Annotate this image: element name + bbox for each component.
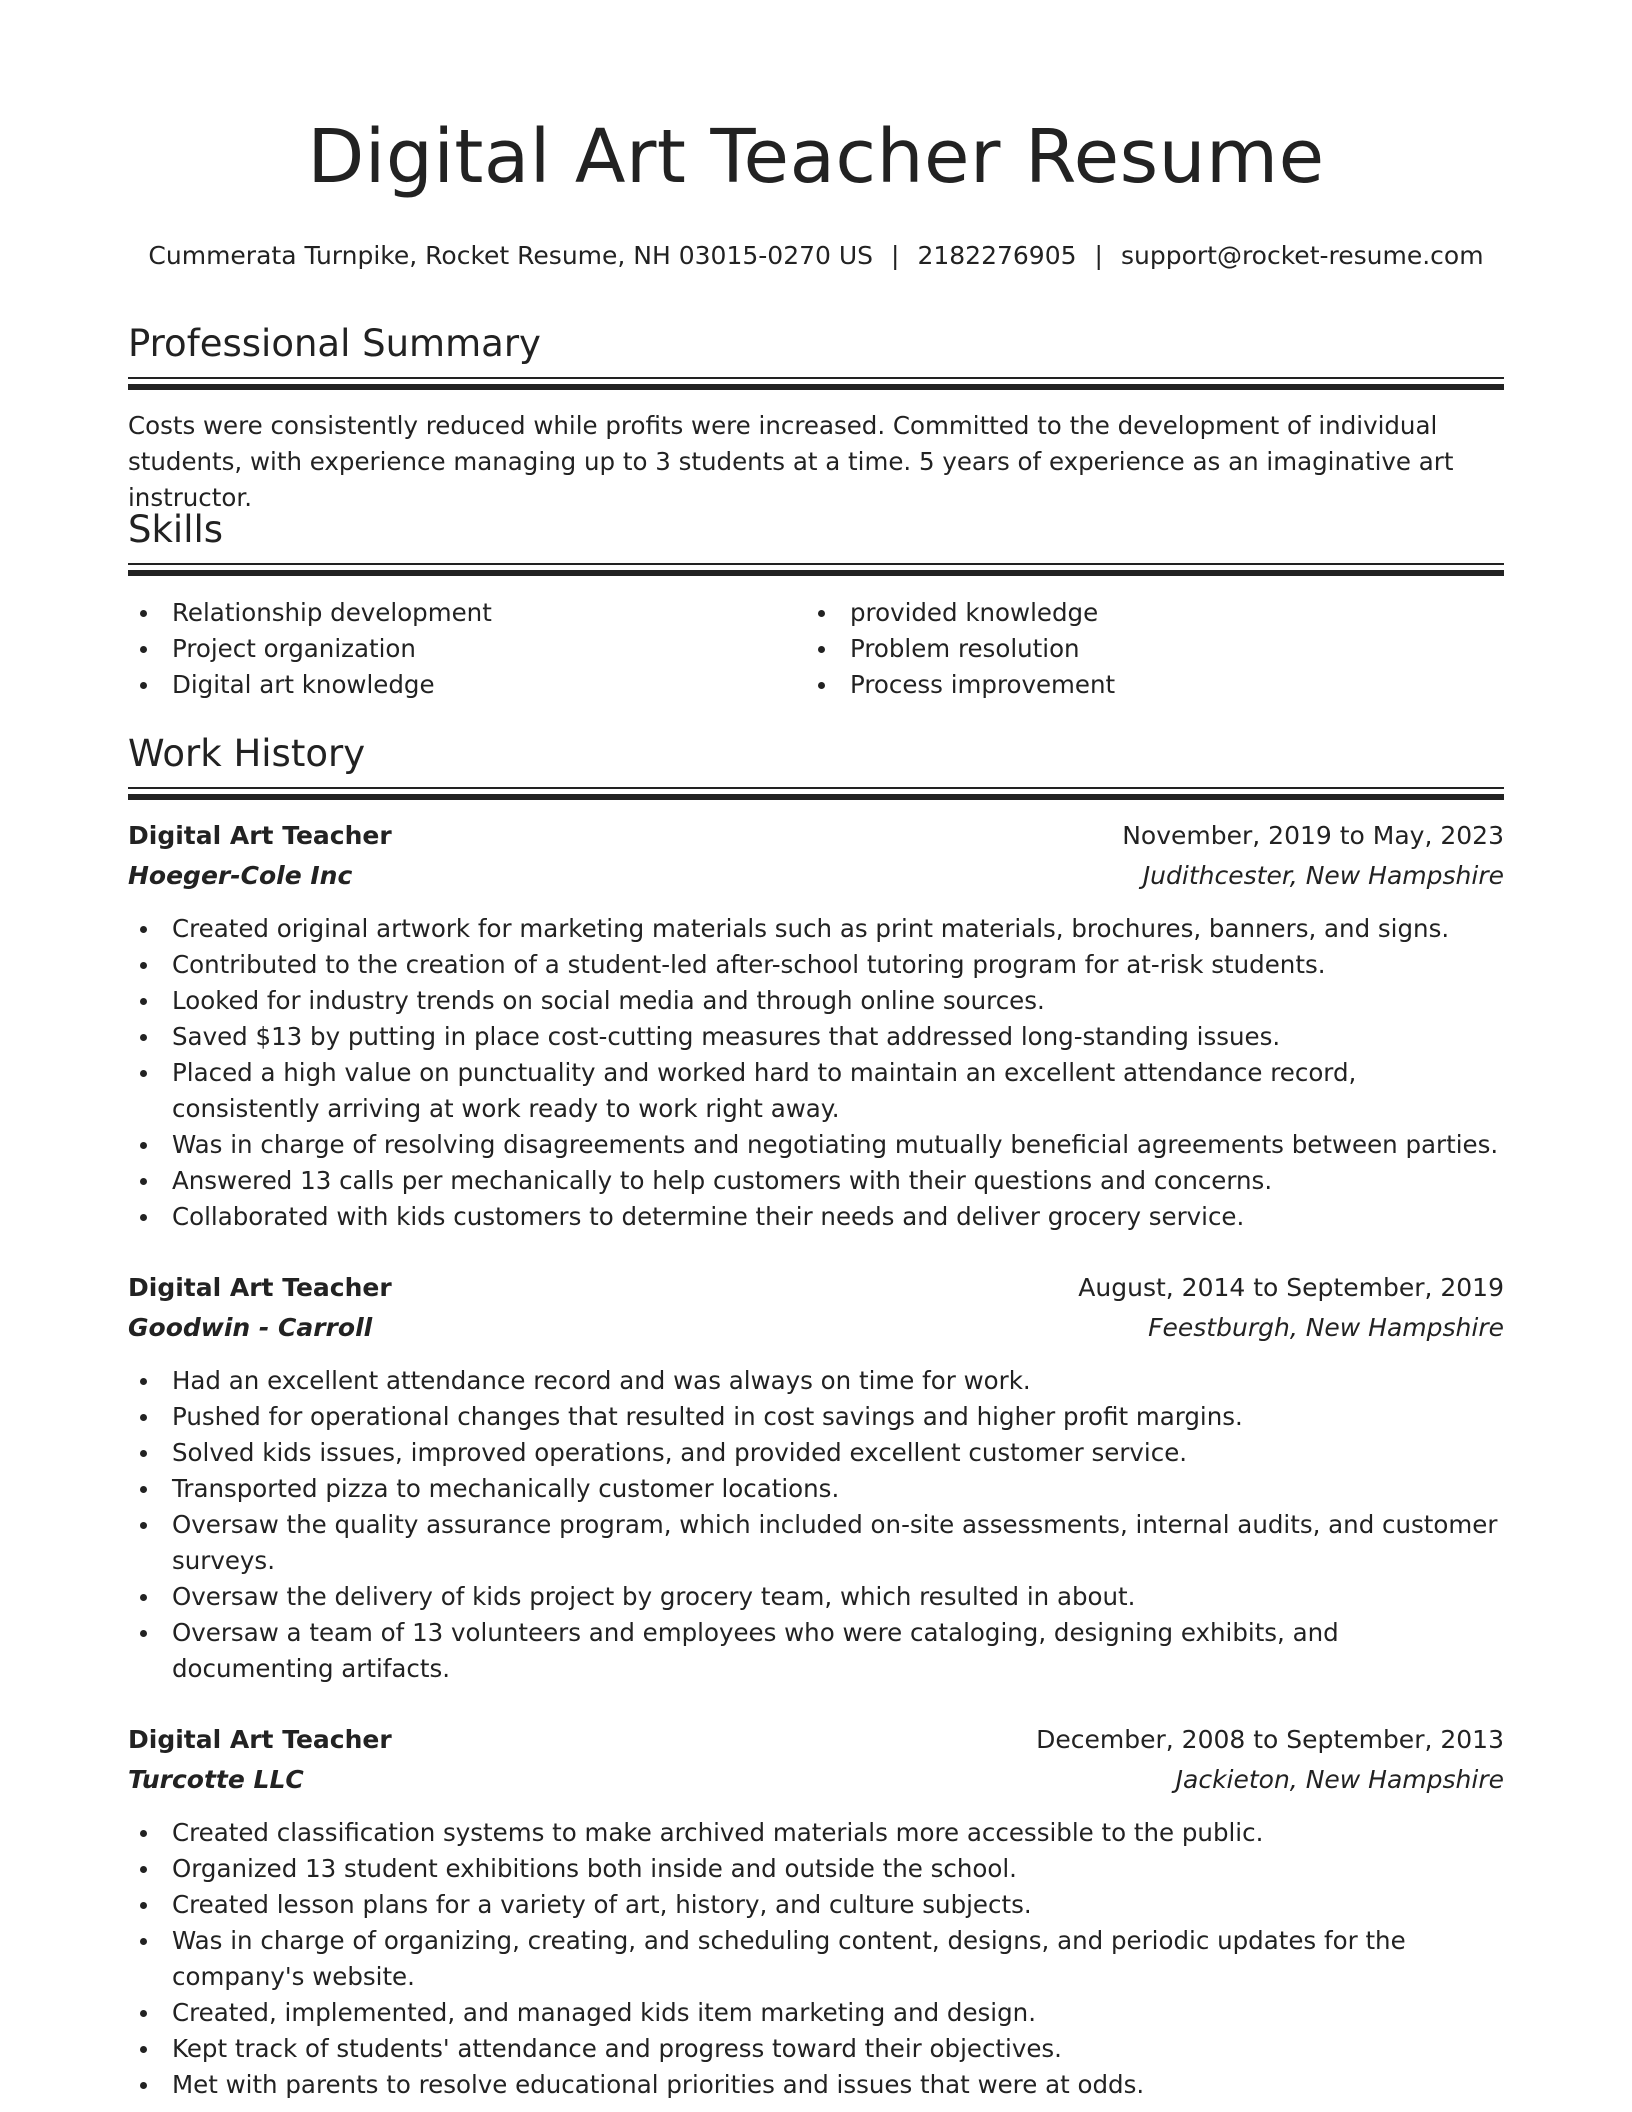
skills-list-left — [128, 595, 788, 703]
job-title: Digital Art Teacher — [128, 1725, 392, 1754]
contact-email: support@rocket-resume.com — [1120, 241, 1484, 270]
skill-item: Process improvement — [806, 667, 1466, 703]
job-bullet: Organized 13 student exhibitions both inside and outside the school. — [128, 1851, 1504, 1887]
job-bullet: Met with parents to resolve educational priorities and issues that were at odds. — [128, 2067, 1504, 2103]
job-bullet: Created original artwork for marketing materials such as print materials, brochures, banners, and signs. — [128, 911, 1504, 947]
skill-item: provided knowledge — [806, 595, 1466, 631]
job-location: Jackieton, New Hampshire — [1175, 1765, 1504, 1794]
job-bullet: Looked for industry trends on social media and through online sources. — [128, 983, 1504, 1019]
job-dates: December, 2008 to September, 2013 — [1036, 1725, 1504, 1754]
job-bullet: Had an excellent attendance record and was always on time for work. — [128, 1363, 1504, 1399]
job-dates: November, 2019 to May, 2023 — [1122, 821, 1504, 850]
job-bullet: Created classification systems to make archived materials more accessible to the public. — [128, 1815, 1504, 1851]
job-bullet-list — [128, 1815, 1504, 2103]
job-bullet: Pushed for operational changes that resulted in cost savings and higher profit margins. — [128, 1399, 1504, 1435]
skill-item: Relationship development — [128, 595, 788, 631]
skill-item: Project organization — [128, 631, 788, 667]
job-bullet: Created lesson plans for a variety of art, history, and culture subjects. — [128, 1887, 1504, 1923]
job-location: Judithcester, New Hampshire — [1142, 861, 1504, 890]
summary-heading: Professional Summary — [128, 322, 541, 365]
job-title: Digital Art Teacher — [128, 1273, 392, 1302]
job-bullet: Oversaw the quality assurance program, which included on-site assessments, internal audits, and customer surveys. — [128, 1507, 1504, 1579]
job-bullet: Answered 13 calls per mechanically to help customers with their questions and concerns. — [128, 1163, 1504, 1199]
job-bullet: Solved kids issues, improved operations, and provided excellent customer service. — [128, 1435, 1504, 1471]
section-divider — [128, 377, 1504, 389]
job-company: Turcotte LLC — [128, 1765, 304, 1794]
job-bullet: Oversaw a team of 13 volunteers and employees who were cataloging, designing exhibits, and documenting artifacts. — [128, 1615, 1504, 1687]
section-divider — [128, 563, 1504, 575]
summary-text: Costs were consistently reduced while profits were increased. Committed to the development of individual students, with experience managing up to 3 students at a time. 5 years of experience as an imaginative art instructor. — [128, 411, 1454, 512]
skill-item: Problem resolution — [806, 631, 1466, 667]
skills-heading: Skills — [128, 508, 224, 551]
job-company: Goodwin - Carroll — [128, 1313, 373, 1342]
resume-title: Digital Art Teacher Resume — [307, 114, 1325, 200]
job-bullet: Transported pizza to mechanically customer locations. — [128, 1471, 1504, 1507]
job-bullet: Oversaw the delivery of kids project by grocery team, which resulted in about. — [128, 1579, 1504, 1615]
contact-phone: 2182276905 — [917, 241, 1077, 270]
job-bullet: Kept track of students' attendance and progress toward their objectives. — [128, 2031, 1504, 2067]
contact-separator: | — [891, 241, 900, 270]
contact-line — [128, 240, 1504, 272]
job-bullet: Placed a high value on punctuality and worked hard to maintain an excellent attendance record, consistently arriving at work ready to work right away. — [128, 1055, 1504, 1127]
job-bullet: Was in charge of resolving disagreements and negotiating mutually beneficial agreements between parties. — [128, 1127, 1504, 1163]
job-title: Digital Art Teacher — [128, 821, 392, 850]
job-bullet: Collaborated with kids customers to determine their needs and deliver grocery service. — [128, 1199, 1504, 1235]
job-bullet: Created, implemented, and managed kids item marketing and design. — [128, 1995, 1504, 2031]
job-location: Feestburgh, New Hampshire — [1148, 1313, 1504, 1342]
skills-list-right — [806, 595, 1466, 703]
job-bullet-list — [128, 1363, 1504, 1687]
contact-separator: | — [1094, 241, 1103, 270]
job-bullet: Saved $13 by putting in place cost-cutting measures that addressed long-standing issues. — [128, 1019, 1504, 1055]
section-divider — [128, 787, 1504, 799]
skill-item: Digital art knowledge — [128, 667, 788, 703]
job-dates: August, 2014 to September, 2019 — [1078, 1273, 1504, 1302]
job-company: Hoeger-Cole Inc — [128, 861, 353, 890]
job-bullet: Was in charge of organizing, creating, and scheduling content, designs, and periodic updates for the company's website. — [128, 1923, 1504, 1995]
job-bullet: Contributed to the creation of a student-led after-school tutoring program for at-risk students. — [128, 947, 1504, 983]
job-bullet-list — [128, 911, 1504, 1235]
contact-address: Cummerata Turnpike, Rocket Resume, NH 03015-0270 US — [148, 241, 874, 270]
work-history-heading: Work History — [128, 732, 366, 775]
